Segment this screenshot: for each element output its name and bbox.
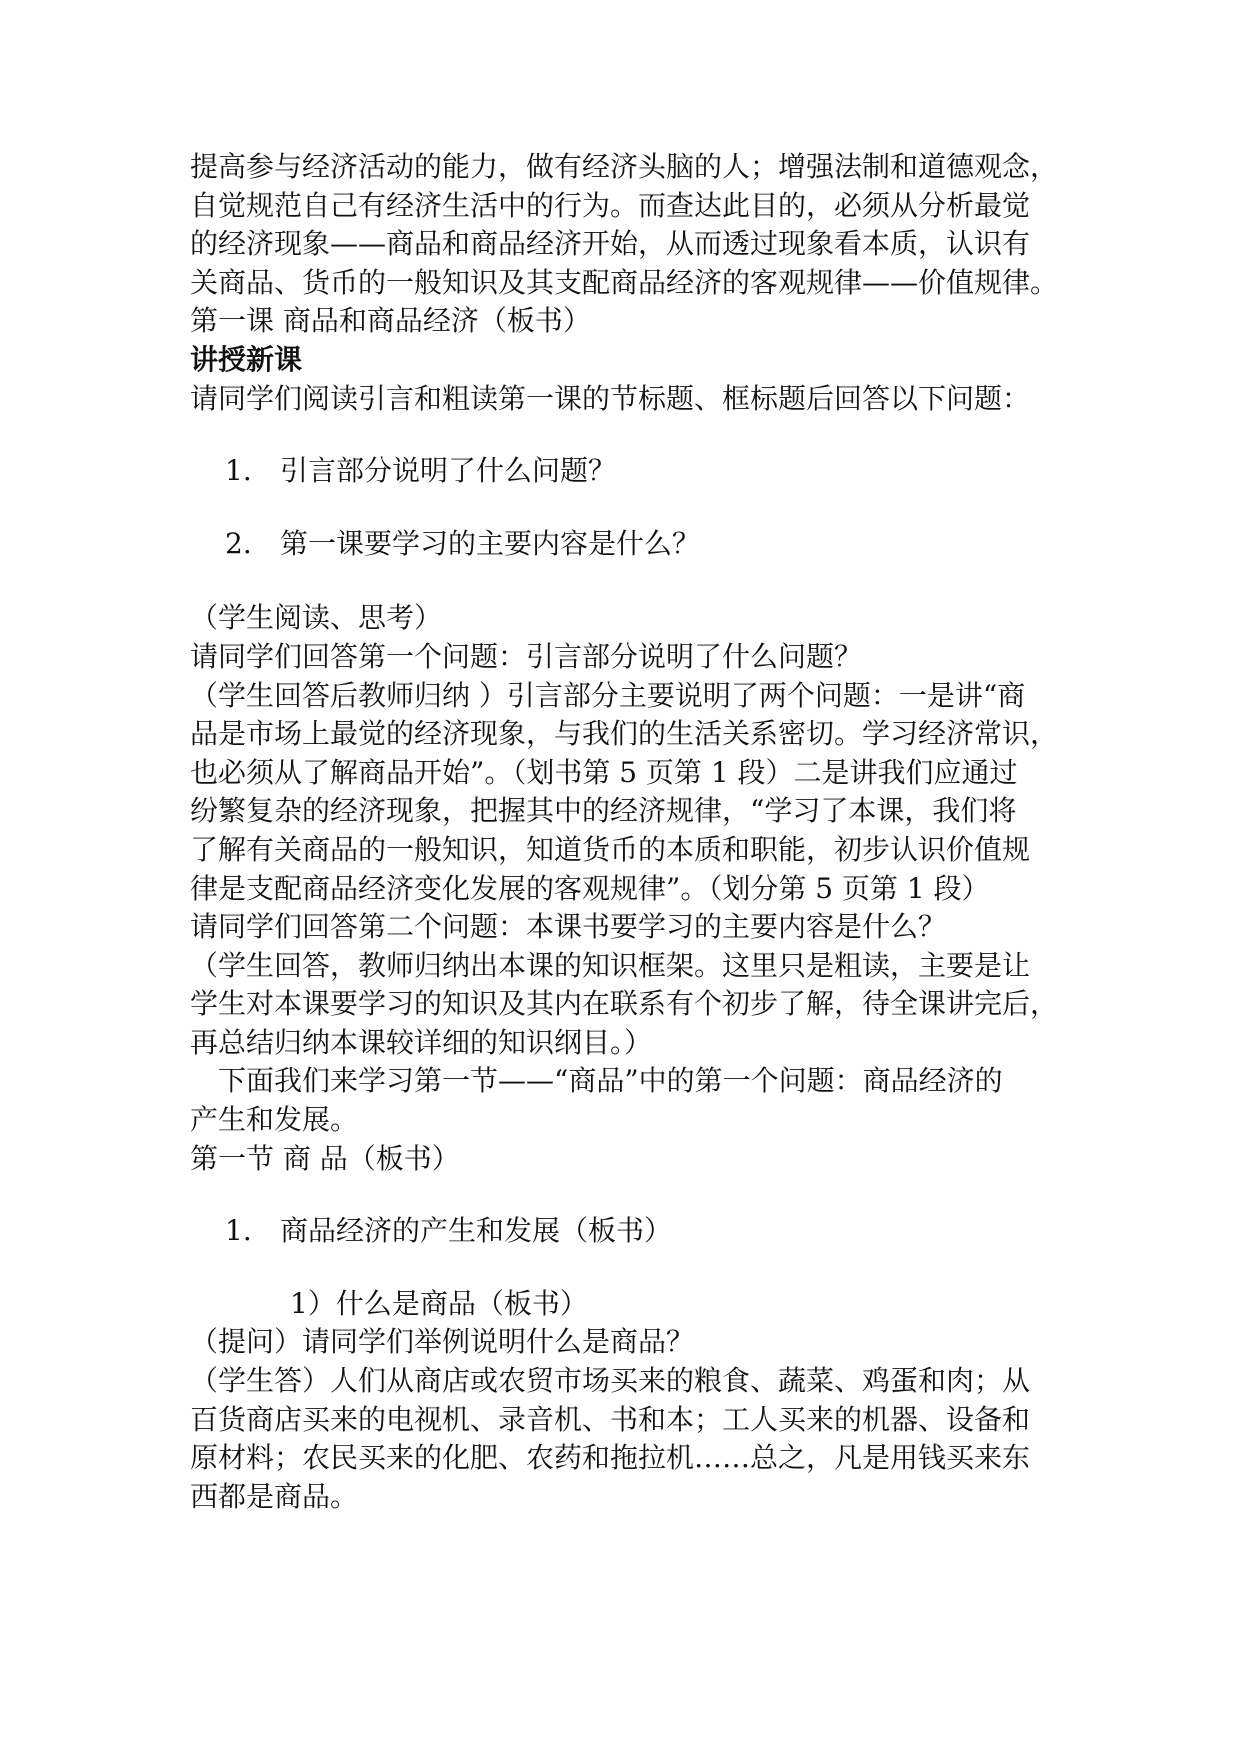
subtopic-item: 1）什么是商品（板书） <box>290 1286 588 1320</box>
body-line: 纷繁复杂的经济现象，把握其中的经济规律，“学习了本课，我们将 <box>190 794 1017 828</box>
intro-line: 自觉规范自己有经济生活中的行为。而查达此目的，必须从分析最觉 <box>190 188 1031 222</box>
body-line: 律是支配商品经济变化发展的客观规律”。（划分第 5 页第 1 段） <box>190 871 990 905</box>
body-line: （学生阅读、思考） <box>190 601 443 635</box>
body-line: 产生和发展。 <box>190 1103 359 1137</box>
intro-line: 的经济现象——商品和商品经济开始，从而透过现象看本质，认识有 <box>190 227 1031 261</box>
question-number: 1. <box>225 454 252 488</box>
topic-item <box>190 1212 1060 1251</box>
body-line: 百货商店买来的电视机、录音机、书和本；工人买来的机器、设备和 <box>190 1402 1031 1436</box>
body-line: 学生对本课要学习的知识及其内在联系有个初步了解，待全课讲完后， <box>190 987 1059 1021</box>
intro-line: 关商品、货币的一般知识及其支配商品经济的客观规律——价值规律。 <box>190 265 1059 299</box>
body-line: （学生回答，教师归纳出本课的知识框架。这里只是粗读，主要是让 <box>190 948 1031 982</box>
instruction-text: 请同学们阅读引言和粗读第一课的节标题、框标题后回答以下问题： <box>190 381 1031 415</box>
body-line: 下面我们来学习第一节——“商品”中的第一个问题：商品经济的 <box>218 1064 1003 1098</box>
topic-number: 1. <box>225 1214 252 1248</box>
lesson-title: 第一课 商品和商品经济（板书） <box>190 304 591 338</box>
body-line: 再总结归纳本课较详细的知识纲目。） <box>190 1025 653 1059</box>
body-line: 也必须从了解商品开始”。（划书第 5 页第 1 段）二是讲我们应通过 <box>190 755 1018 789</box>
section-title: 第一节 商 品（板书） <box>190 1141 460 1175</box>
body-line: 品是市场上最觉的经济现象，与我们的生活关系密切。学习经济常识， <box>190 717 1059 751</box>
body-line: （学生回答后教师归纳 ）引言部分主要说明了两个问题：一是讲“商 <box>190 678 1026 712</box>
document-page <box>190 148 1060 1516</box>
body-line: 原材料；农民买来的化肥、农药和拖拉机……总之，凡是用钱买来东 <box>190 1441 1031 1475</box>
question-text: 第一课要学习的主要内容是什么？ <box>280 526 701 560</box>
section-heading: 讲授新课 <box>190 342 303 376</box>
body-line: 了解有关商品的一般知识，知道货币的本质和职能，初步认识价值规 <box>190 832 1031 866</box>
question-text: 引言部分说明了什么问题？ <box>280 454 617 488</box>
body-line: 请同学们回答第一个问题：引言部分说明了什么问题？ <box>190 639 863 673</box>
body-line: （提问）请同学们举例说明什么是商品？ <box>190 1325 695 1359</box>
intro-line: 提高参与经济活动的能力，做有经济头脑的人；增强法制和道德观念， <box>190 150 1059 183</box>
question-number: 2. <box>225 526 252 560</box>
body-line: 西都是商品。 <box>190 1479 359 1513</box>
topic-text: 商品经济的产生和发展（板书） <box>280 1214 673 1248</box>
question-item <box>190 525 1060 564</box>
body-line: 请同学们回答第二个问题：本课书要学习的主要内容是什么？ <box>190 910 947 944</box>
question-item <box>190 452 1060 491</box>
body-line: （学生答）人们从商店或农贸市场买来的粮食、蔬菜、鸡蛋和肉；从 <box>190 1364 1031 1398</box>
